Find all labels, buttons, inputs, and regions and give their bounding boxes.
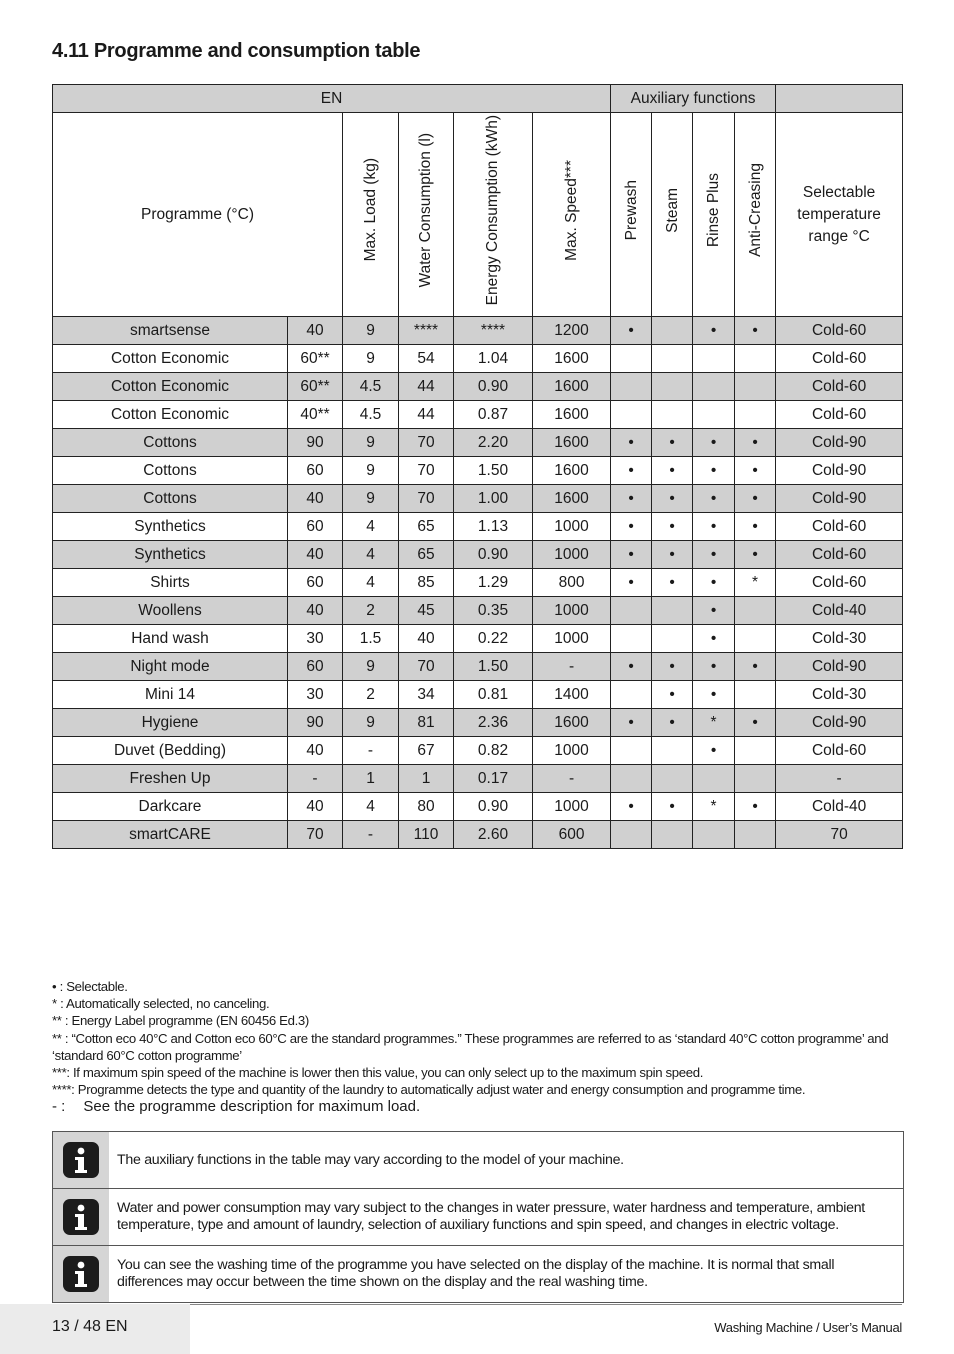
col-header-prewash	[611, 113, 652, 317]
cell-water: 1	[399, 765, 454, 793]
table-row	[53, 597, 903, 625]
info-notes	[52, 1131, 904, 1303]
cell-temp: 60	[288, 569, 343, 597]
cell-temp: 60**	[288, 345, 343, 373]
cell-rinse: •	[693, 429, 735, 457]
cell-anti	[735, 373, 776, 401]
cell-prewash	[611, 597, 652, 625]
cell-steam	[652, 737, 693, 765]
cell-rinse: •	[693, 569, 735, 597]
cell-load: 9	[343, 429, 399, 457]
cell-range: Cold-40	[776, 793, 903, 821]
table-row	[53, 709, 903, 737]
cell-load: 9	[343, 345, 399, 373]
cell-prewash	[611, 373, 652, 401]
cell-rinse: •	[693, 485, 735, 513]
programme-name: Cottons	[53, 429, 288, 457]
cell-range: Cold-30	[776, 625, 903, 653]
cell-range: 70	[776, 821, 903, 849]
cell-energy: 0.90	[454, 793, 533, 821]
cell-energy: 1.29	[454, 569, 533, 597]
programme-name: smartsense	[53, 317, 288, 345]
legend-line: * : Automatically selected, no canceling.	[52, 996, 270, 1012]
cell-load: 4	[343, 793, 399, 821]
table-row	[53, 541, 903, 569]
cell-steam: •	[652, 457, 693, 485]
cell-steam: •	[652, 681, 693, 709]
cell-speed: 1400	[533, 681, 611, 709]
programme-name: Hygiene	[53, 709, 288, 737]
col-header-speed	[533, 113, 611, 317]
table-row	[53, 513, 903, 541]
programme-name: Hand wash	[53, 625, 288, 653]
cell-energy: ****	[454, 317, 533, 345]
cell-anti: •	[735, 317, 776, 345]
table-row	[53, 429, 903, 457]
cell-speed: 1000	[533, 597, 611, 625]
cell-anti: *	[735, 569, 776, 597]
programme-name: Duvet (Bedding)	[53, 737, 288, 765]
legend-line: ** : Energy Label programme (EN 60456 Ed.3)	[52, 1013, 309, 1029]
cell-temp: 40	[288, 737, 343, 765]
cell-speed: 1600	[533, 429, 611, 457]
cell-load: 9	[343, 709, 399, 737]
cell-prewash: •	[611, 793, 652, 821]
cell-anti	[735, 821, 776, 849]
programme-name: Freshen Up	[53, 765, 288, 793]
cell-range: Cold-40	[776, 597, 903, 625]
cell-range: Cold-90	[776, 485, 903, 513]
cell-range: Cold-60	[776, 513, 903, 541]
col-header-rinse	[693, 113, 735, 317]
section-heading: 4.11 Programme and consumption table	[52, 40, 421, 62]
cell-speed: 1600	[533, 709, 611, 737]
info-note-text: The auxiliary functions in the table may vary according to the model of your machine.	[117, 1151, 624, 1168]
info-note	[53, 1246, 903, 1303]
table-row	[53, 317, 903, 345]
cell-energy: 1.13	[454, 513, 533, 541]
cell-energy: 1.00	[454, 485, 533, 513]
col-header-steam	[652, 113, 693, 317]
cell-load: 4.5	[343, 401, 399, 429]
legend	[52, 978, 902, 1116]
cell-prewash: •	[611, 317, 652, 345]
table-row	[53, 653, 903, 681]
cell-load: 9	[343, 457, 399, 485]
cell-anti: •	[735, 513, 776, 541]
info-icon	[53, 1132, 109, 1188]
cell-temp: 60	[288, 653, 343, 681]
cell-steam: •	[652, 653, 693, 681]
col-header-energy-text: Energy Consumption (kWh)	[484, 115, 502, 306]
cell-steam	[652, 317, 693, 345]
cell-temp: 60**	[288, 373, 343, 401]
programme-name: Cottons	[53, 485, 288, 513]
programme-name: Synthetics	[53, 541, 288, 569]
cell-load: 9	[343, 485, 399, 513]
col-header-prewash-text: Prewash	[622, 180, 640, 241]
cell-water: 65	[399, 541, 454, 569]
cell-water: 45	[399, 597, 454, 625]
cell-steam: •	[652, 709, 693, 737]
cell-energy: 2.20	[454, 429, 533, 457]
cell-energy: 0.82	[454, 737, 533, 765]
page-number: 13 / 48 EN	[52, 1318, 128, 1335]
cell-prewash: •	[611, 541, 652, 569]
table-row	[53, 737, 903, 765]
cell-rinse: •	[693, 457, 735, 485]
cell-water: 44	[399, 401, 454, 429]
cell-load: 1	[343, 765, 399, 793]
cell-speed: 600	[533, 821, 611, 849]
cell-speed: 1600	[533, 345, 611, 373]
legend-dash-text: See the programme description for maximum load.	[83, 1098, 421, 1116]
cell-rinse: •	[693, 653, 735, 681]
cell-load: 4	[343, 513, 399, 541]
cell-water: 70	[399, 457, 454, 485]
cell-rinse: *	[693, 709, 735, 737]
cell-rinse: •	[693, 737, 735, 765]
programme-header: Programme (°C)	[53, 113, 343, 317]
cell-speed: -	[533, 765, 611, 793]
cell-prewash: •	[611, 569, 652, 597]
cell-prewash	[611, 401, 652, 429]
cell-speed: 1000	[533, 513, 611, 541]
cell-range: Cold-60	[776, 569, 903, 597]
cell-anti	[735, 737, 776, 765]
cell-steam: •	[652, 793, 693, 821]
cell-prewash	[611, 345, 652, 373]
manual-title: Washing Machine / User’s Manual	[714, 1320, 902, 1335]
cell-load: 4.5	[343, 373, 399, 401]
table-row	[53, 681, 903, 709]
cell-range: Cold-60	[776, 541, 903, 569]
cell-water: 40	[399, 625, 454, 653]
cell-prewash	[611, 821, 652, 849]
cell-temp: 40	[288, 793, 343, 821]
cell-steam	[652, 345, 693, 373]
cell-anti: •	[735, 653, 776, 681]
table-row	[53, 373, 903, 401]
cell-range: Cold-90	[776, 709, 903, 737]
info-icon	[53, 1189, 109, 1245]
cell-energy: 1.50	[454, 653, 533, 681]
cell-load: 9	[343, 317, 399, 345]
cell-temp: 40	[288, 485, 343, 513]
cell-prewash: •	[611, 429, 652, 457]
cell-rinse: •	[693, 625, 735, 653]
cell-anti: •	[735, 541, 776, 569]
cell-energy: 0.35	[454, 597, 533, 625]
cell-steam: •	[652, 485, 693, 513]
programme-name: Cotton Economic	[53, 345, 288, 373]
programme-name: Night mode	[53, 653, 288, 681]
legend-line: ** : “Cotton eco 40°C and Cotton eco 60°C are the standard programmes.” These programmes are referred to as ‘standard 40°C cotton programme’ and ‘standard 60°C cotton programme’	[52, 1030, 889, 1063]
table-row	[53, 485, 903, 513]
cell-anti: •	[735, 457, 776, 485]
col-header-steam-text: Steam	[663, 187, 681, 233]
cell-prewash: •	[611, 457, 652, 485]
cell-energy: 1.04	[454, 345, 533, 373]
cell-temp: -	[288, 765, 343, 793]
cell-rinse	[693, 373, 735, 401]
cell-range: Cold-90	[776, 653, 903, 681]
cell-energy: 0.22	[454, 625, 533, 653]
cell-prewash: •	[611, 513, 652, 541]
cell-water: 67	[399, 737, 454, 765]
col-header-speed-text: Max. Speed***	[563, 159, 580, 261]
cell-range: Cold-60	[776, 345, 903, 373]
cell-energy: 1.50	[454, 457, 533, 485]
cell-energy: 2.36	[454, 709, 533, 737]
table-row	[53, 793, 903, 821]
cell-anti	[735, 625, 776, 653]
cell-temp: 60	[288, 457, 343, 485]
cell-steam: •	[652, 429, 693, 457]
cell-range: Cold-30	[776, 681, 903, 709]
cell-anti	[735, 597, 776, 625]
cell-energy: 2.60	[454, 821, 533, 849]
cell-anti	[735, 401, 776, 429]
cell-prewash	[611, 765, 652, 793]
col-header-rinse-text: Rinse Plus	[705, 173, 723, 248]
info-note	[53, 1189, 903, 1246]
cell-anti	[735, 345, 776, 373]
cell-range: Cold-90	[776, 429, 903, 457]
cell-steam	[652, 373, 693, 401]
cell-load: -	[343, 737, 399, 765]
cell-water: ****	[399, 317, 454, 345]
legend-line: ***: If maximum spin speed of the machine is lower then this value, you can only select up to the maximum spin speed.	[52, 1065, 704, 1081]
legend-line-dash	[52, 1098, 902, 1115]
table-row	[53, 401, 903, 429]
legend-dash-symbol: - :	[52, 1098, 66, 1116]
table-row	[53, 625, 903, 653]
cell-prewash: •	[611, 485, 652, 513]
programme-name: Cotton Economic	[53, 373, 288, 401]
cell-water: 65	[399, 513, 454, 541]
cell-rinse: •	[693, 597, 735, 625]
cell-range: Cold-90	[776, 457, 903, 485]
programme-name: Mini 14	[53, 681, 288, 709]
cell-load: 2	[343, 681, 399, 709]
programme-name: Woollens	[53, 597, 288, 625]
cell-range: Cold-60	[776, 373, 903, 401]
col-header-range	[776, 113, 903, 317]
cell-steam: •	[652, 513, 693, 541]
cell-anti: •	[735, 429, 776, 457]
info-note	[53, 1132, 903, 1189]
col-header-water	[399, 113, 454, 317]
cell-water: 44	[399, 373, 454, 401]
info-icon	[53, 1246, 109, 1302]
table-row	[53, 765, 903, 793]
cell-temp: 30	[288, 681, 343, 709]
table-row	[53, 569, 903, 597]
cell-energy: 0.90	[454, 541, 533, 569]
cell-steam	[652, 765, 693, 793]
cell-temp: 40	[288, 597, 343, 625]
cell-rinse: *	[693, 793, 735, 821]
aux-functions-header: Auxiliary functions	[611, 85, 776, 113]
info-note-text: Water and power consumption may vary subject to the changes in water pressure, water hardness and temperature, ambient temperature, type and amount of laundry, selection of auxiliary functions and spin speed, and changes in electric voltage.	[117, 1200, 865, 1233]
cell-rinse	[693, 821, 735, 849]
col-header-anti-text: Anti-Creasing	[746, 163, 764, 258]
cell-steam	[652, 401, 693, 429]
empty-header-cell	[776, 85, 903, 113]
cell-temp: 90	[288, 709, 343, 737]
cell-speed: 1000	[533, 737, 611, 765]
cell-range: -	[776, 765, 903, 793]
cell-speed: 1000	[533, 541, 611, 569]
cell-anti	[735, 765, 776, 793]
cell-anti: •	[735, 793, 776, 821]
cell-rinse	[693, 765, 735, 793]
cell-load: 4	[343, 541, 399, 569]
cell-prewash	[611, 681, 652, 709]
cell-steam	[652, 597, 693, 625]
cell-rinse: •	[693, 513, 735, 541]
table-row	[53, 457, 903, 485]
cell-rinse: •	[693, 681, 735, 709]
programme-name: smartCARE	[53, 821, 288, 849]
cell-temp: 40**	[288, 401, 343, 429]
cell-range: Cold-60	[776, 317, 903, 345]
col-header-range-text: Selectable temperature range °C	[797, 183, 881, 245]
cell-temp: 30	[288, 625, 343, 653]
cell-steam: •	[652, 541, 693, 569]
cell-temp: 90	[288, 429, 343, 457]
cell-load: 2	[343, 597, 399, 625]
cell-speed: 1000	[533, 625, 611, 653]
cell-anti: •	[735, 485, 776, 513]
col-header-anti	[735, 113, 776, 317]
legend-line: ****: Programme detects the type and quantity of the laundry to automatically adjust water and energy consumption and programme time.	[52, 1082, 806, 1098]
col-header-energy	[454, 113, 533, 317]
cell-water: 70	[399, 653, 454, 681]
language-label: EN	[53, 85, 611, 113]
cell-speed: 1000	[533, 793, 611, 821]
footer-divider	[190, 1304, 902, 1305]
col-header-load-text: Max. Load (kg)	[361, 158, 379, 262]
cell-temp: 40	[288, 317, 343, 345]
cell-load: -	[343, 821, 399, 849]
cell-water: 70	[399, 485, 454, 513]
cell-range: Cold-60	[776, 401, 903, 429]
cell-water: 85	[399, 569, 454, 597]
cell-energy: 0.90	[454, 373, 533, 401]
cell-rinse: •	[693, 541, 735, 569]
cell-speed: 1600	[533, 457, 611, 485]
programme-name: Shirts	[53, 569, 288, 597]
cell-temp: 70	[288, 821, 343, 849]
col-header-load	[343, 113, 399, 317]
cell-load: 4	[343, 569, 399, 597]
cell-steam	[652, 821, 693, 849]
info-note-text: You can see the washing time of the programme you have selected on the display of the machine. It is normal that small differences may occur between the time shown on the display and the real washing time.	[117, 1257, 835, 1290]
table-row	[53, 821, 903, 849]
cell-prewash	[611, 625, 652, 653]
cell-load: 1.5	[343, 625, 399, 653]
cell-water: 80	[399, 793, 454, 821]
col-header-water-text: Water Consumption (l)	[417, 132, 435, 288]
cell-temp: 60	[288, 513, 343, 541]
cell-speed: -	[533, 653, 611, 681]
cell-rinse	[693, 401, 735, 429]
cell-energy: 0.17	[454, 765, 533, 793]
cell-prewash	[611, 737, 652, 765]
table-row	[53, 345, 903, 373]
programme-name: Cotton Economic	[53, 401, 288, 429]
programme-name: Synthetics	[53, 513, 288, 541]
cell-steam	[652, 625, 693, 653]
cell-prewash: •	[611, 709, 652, 737]
cell-energy: 0.81	[454, 681, 533, 709]
cell-temp: 40	[288, 541, 343, 569]
programme-name: Darkcare	[53, 793, 288, 821]
cell-speed: 1600	[533, 373, 611, 401]
cell-anti: •	[735, 709, 776, 737]
cell-range: Cold-60	[776, 737, 903, 765]
cell-speed: 1600	[533, 401, 611, 429]
programme-name: Cottons	[53, 457, 288, 485]
cell-energy: 0.87	[454, 401, 533, 429]
cell-steam: •	[652, 569, 693, 597]
cell-rinse	[693, 345, 735, 373]
cell-speed: 800	[533, 569, 611, 597]
cell-rinse: •	[693, 317, 735, 345]
legend-line: • : Selectable.	[52, 979, 128, 994]
cell-anti	[735, 681, 776, 709]
cell-water: 34	[399, 681, 454, 709]
cell-prewash: •	[611, 653, 652, 681]
cell-speed: 1200	[533, 317, 611, 345]
cell-water: 110	[399, 821, 454, 849]
cell-speed: 1600	[533, 485, 611, 513]
cell-water: 54	[399, 345, 454, 373]
cell-water: 81	[399, 709, 454, 737]
cell-load: 9	[343, 653, 399, 681]
programme-table	[52, 84, 903, 849]
cell-water: 70	[399, 429, 454, 457]
